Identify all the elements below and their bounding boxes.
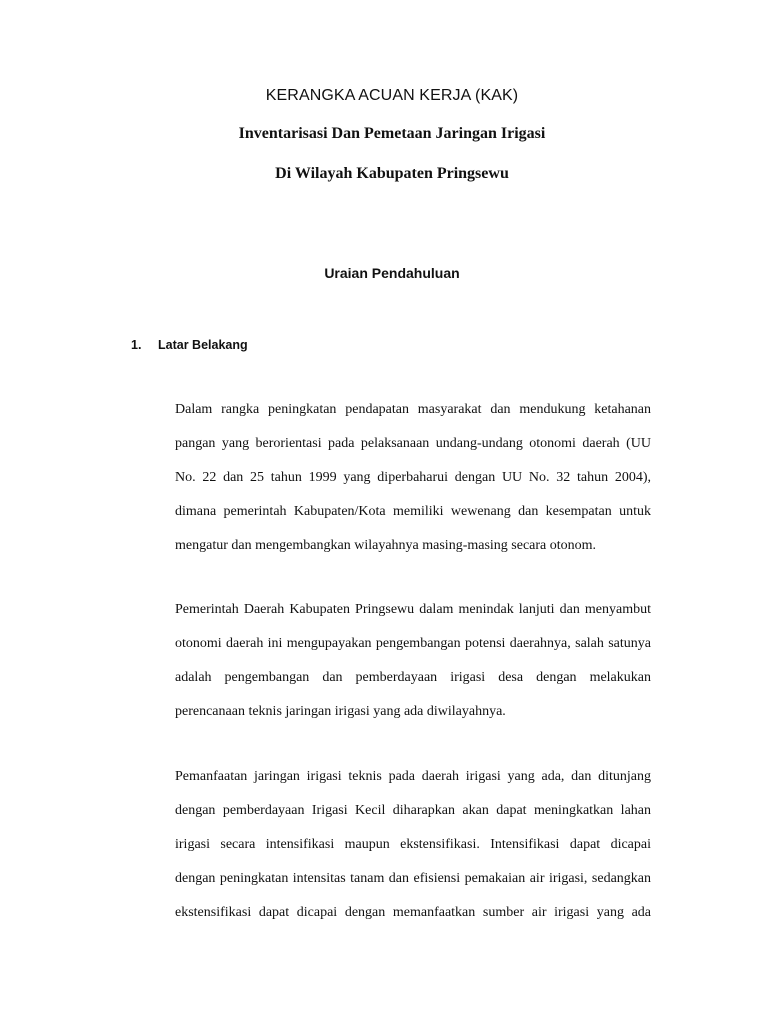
section-heading: Uraian Pendahuluan xyxy=(324,265,460,281)
paragraph-line: irigasi secara intensifikasi maupun ekstensifikasi. Intensifikasi dapat dicapai xyxy=(175,837,651,852)
document-subtitle-1: Inventarisasi Dan Pemetaan Jaringan Irigasi xyxy=(238,125,546,142)
document-subtitle-2: Di Wilayah Kabupaten Pringsewu xyxy=(275,165,509,182)
paragraph-3 xyxy=(175,760,651,930)
paragraph-line: dengan pemberdayaan Irigasi Kecil diharapkan akan dapat meningkatkan lahan xyxy=(175,803,651,818)
paragraph-2 xyxy=(175,593,651,729)
paragraph-line: adalah pengembangan dan pemberdayaan irigasi desa dengan melakukan xyxy=(175,670,651,685)
paragraph-line: otonomi daerah ini mengupayakan pengembangan potensi daerahnya, salah satunya xyxy=(175,636,651,651)
paragraph-line: Pemerintah Daerah Kabupaten Pringsewu dalam menindak lanjuti dan menyambut xyxy=(175,602,651,617)
paragraph-line: dengan peningkatan intensitas tanam dan efisiensi pemakaian air irigasi, sedangkan xyxy=(175,871,651,886)
paragraph-line: dimana pemerintah Kabupaten/Kota memiliki wewenang dan kesempatan untuk xyxy=(175,504,651,519)
paragraph-line: ekstensifikasi dapat dicapai dengan memanfaatkan sumber air irigasi yang ada xyxy=(175,905,651,920)
paragraph-line: Dalam rangka peningkatan pendapatan masyarakat dan mendukung ketahanan xyxy=(175,402,651,417)
paragraph-line: Pemanfaatan jaringan irigasi teknis pada daerah irigasi yang ada, dan ditunjang xyxy=(175,769,651,784)
paragraph-1 xyxy=(175,393,651,563)
subsection-number: 1. xyxy=(131,338,142,352)
paragraph-line: perencanaan teknis jaringan irigasi yang ada diwilayahnya. xyxy=(175,704,506,719)
document-title: KERANGKA ACUAN KERJA (KAK) xyxy=(265,87,519,104)
subsection-label: Latar Belakang xyxy=(158,338,248,352)
paragraph-line: mengatur dan mengembangkan wilayahnya masing-masing secara otonom. xyxy=(175,538,597,553)
paragraph-line: pangan yang berorientasi pada pelaksanaan undang-undang otonomi daerah (UU xyxy=(175,436,651,451)
subsection-heading xyxy=(131,337,248,353)
paragraph-line: No. 22 dan 25 tahun 1999 yang diperbaharui dengan UU No. 32 tahun 2004), xyxy=(175,470,651,485)
